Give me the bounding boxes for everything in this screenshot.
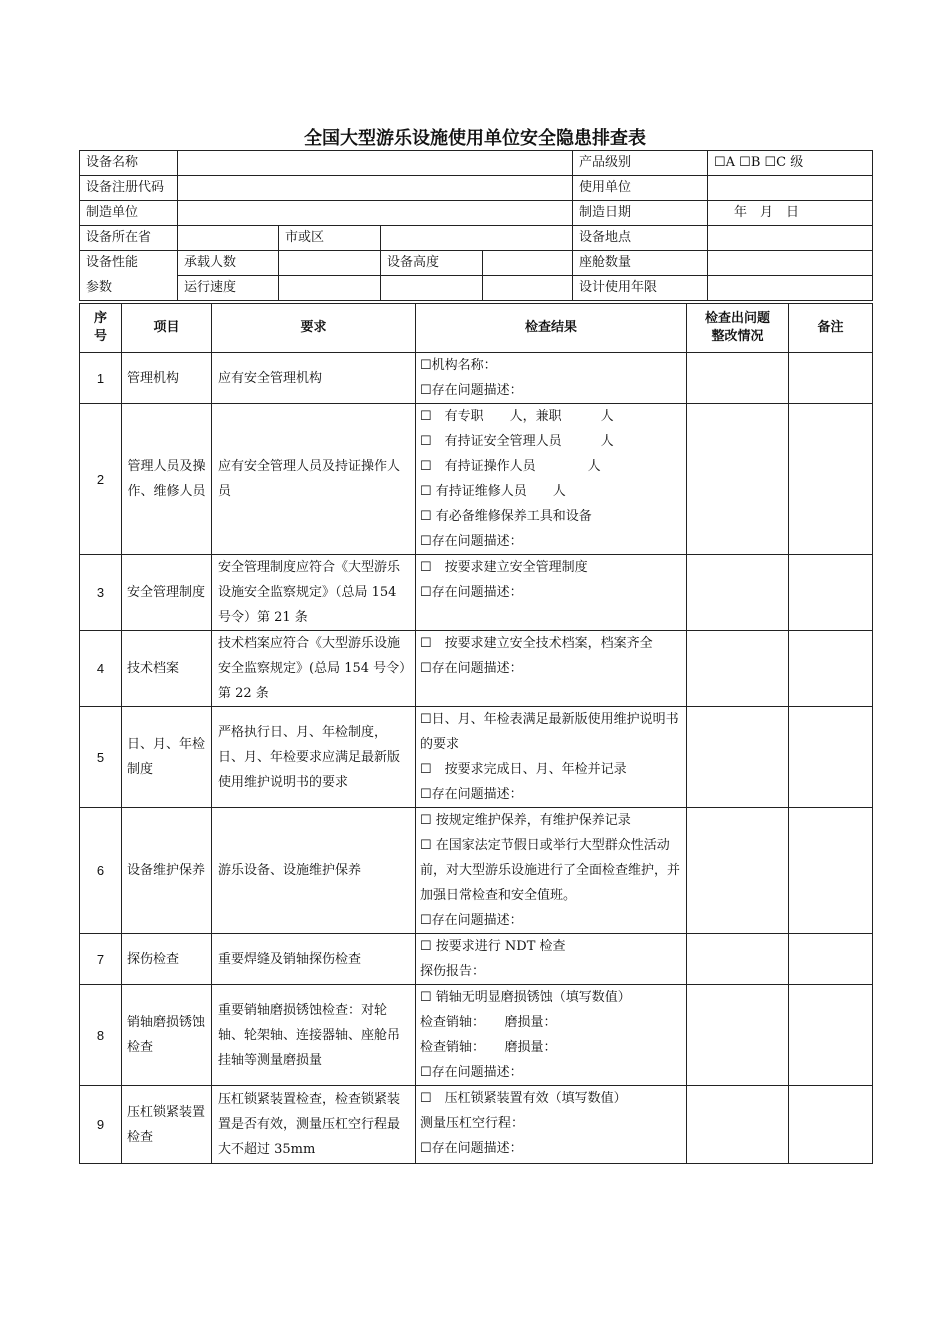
row-item: 探伤检查 [122,934,212,985]
header-item: 项目 [122,304,212,353]
row-note[interactable] [789,353,873,404]
label-seats: 座舱数量 [573,251,708,276]
label-performance: 设备性能 [80,251,178,276]
field-city[interactable] [381,226,573,251]
table-row [80,707,873,808]
row-no: 9 [80,1086,122,1164]
result-line[interactable]: ☐ 按要求建立安全管理制度 [420,560,588,575]
row-rectify[interactable] [687,707,789,808]
result-line[interactable]: ☐ 有必备维修保养工具和设备 [420,509,592,524]
label-design-life: 设计使用年限 [573,276,708,301]
row-result[interactable] [416,631,687,707]
row-no: 5 [80,707,122,808]
result-line[interactable]: ☐ 有持证维修人员 人 [420,484,566,499]
result-line[interactable]: ☐存在问题描述： [420,585,523,600]
row-note[interactable] [789,985,873,1086]
field-speed[interactable] [279,276,381,301]
row-rectify[interactable] [687,555,789,631]
row-item: 管理人员及操作、维修人员 [122,404,212,555]
row-note[interactable] [789,707,873,808]
table-row [80,555,873,631]
label-location: 设备地点 [573,226,708,251]
row-result[interactable] [416,985,687,1086]
row-no: 7 [80,934,122,985]
result-line[interactable]: ☐存在问题描述： [420,913,523,928]
label-height: 设备高度 [381,251,483,276]
row-requirement: 重要焊缝及销轴探伤检查 [212,934,416,985]
row-rectify[interactable] [687,631,789,707]
field-height-blank[interactable] [483,276,573,301]
field-device-name[interactable] [178,151,573,176]
label-manufacture-date: 制造日期 [573,201,708,226]
row-requirement: 应有安全管理机构 [212,353,416,404]
row-no: 2 [80,404,122,555]
row-item: 管理机构 [122,353,212,404]
page-title: 全国大型游乐设施使用单位安全隐患排查表 [304,128,646,149]
row-note[interactable] [789,631,873,707]
row-note[interactable] [789,808,873,934]
row-no: 4 [80,631,122,707]
row-rectify[interactable] [687,985,789,1086]
row-rectify[interactable] [687,353,789,404]
field-design-life[interactable] [708,276,873,301]
row-item: 技术档案 [122,631,212,707]
row-requirement: 重要销轴磨损锈蚀检查：对轮轴、轮架轴、连接器轴、座舱吊挂轴等测量磨损量 [212,985,416,1086]
field-capacity[interactable] [279,251,381,276]
result-line[interactable]: ☐机构名称： [420,358,497,373]
result-line[interactable]: ☐存在问题描述： [420,787,523,802]
table-row [80,404,873,555]
label-performance-2: 参数 [80,276,178,301]
field-location[interactable] [708,226,873,251]
result-line[interactable]: ☐ 按要求完成日、月、年检并记录 [420,762,627,777]
row-no: 6 [80,808,122,934]
result-line[interactable]: 检查销轴： 磨损量： [420,1040,557,1055]
row-item: 设备维护保养 [122,808,212,934]
row-note[interactable] [789,1086,873,1164]
field-speed-blank[interactable] [381,276,483,301]
row-no: 8 [80,985,122,1086]
table-row [80,631,873,707]
label-registration-code: 设备注册代码 [80,176,178,201]
result-line[interactable]: ☐ 按要求建立安全技术档案，档案齐全 [420,636,653,651]
header-rectify: 检查出问题 整改情况 [687,304,789,353]
table-row [80,1086,873,1164]
row-item: 日、月、年检制度 [122,707,212,808]
row-result[interactable] [416,808,687,934]
result-line[interactable]: ☐ 销轴无明显磨损锈蚀（填写数值） [420,990,631,1005]
row-requirement: 游乐设备、设施维护保养 [212,808,416,934]
row-note[interactable] [789,934,873,985]
label-city: 市或区 [279,226,381,251]
result-line[interactable]: ☐存在问题描述： [420,661,523,676]
row-rectify[interactable] [687,404,789,555]
field-user-unit[interactable] [708,176,873,201]
result-line[interactable]: 检查销轴： 磨损量： [420,1015,557,1030]
result-line[interactable]: ☐存在问题描述： [420,1065,523,1080]
result-line[interactable]: ☐存在问题描述： [420,383,523,398]
table-row [80,934,873,985]
row-requirement: 安全管理制度应符合《大型游乐设施安全监察规定》（总局 154 号令）第 21 条 [212,555,416,631]
row-requirement: 严格执行日、月、年检制度，日、月、年检要求应满足最新版使用维护说明书的要求 [212,707,416,808]
field-province[interactable] [178,226,279,251]
label-manufacturer: 制造单位 [80,201,178,226]
row-rectify[interactable] [687,934,789,985]
label-capacity: 承载人数 [178,251,279,276]
label-speed: 运行速度 [178,276,279,301]
table-row [80,985,873,1086]
field-manufacturer[interactable] [178,201,573,226]
row-note[interactable] [789,555,873,631]
inspection-rows [80,353,873,1164]
row-rectify[interactable] [687,1086,789,1164]
row-note[interactable] [789,404,873,555]
header-no: 序 号 [80,304,122,353]
row-item: 压杠锁紧装置检查 [122,1086,212,1164]
row-no: 3 [80,555,122,631]
label-product-level: 产品级别 [573,151,708,176]
row-result[interactable] [416,353,687,404]
row-item: 销轴磨损锈蚀检查 [122,985,212,1086]
result-line[interactable]: ☐ 压杠锁紧装置有效（填写数值） [420,1091,627,1106]
result-line[interactable]: ☐ 有持证安全管理人员 人 [420,434,614,449]
header-requirement: 要求 [212,304,416,353]
result-line[interactable]: ☐存在问题描述： [420,1141,523,1156]
field-registration-code[interactable] [178,176,573,201]
result-line[interactable]: ☐ 按要求进行 NDT 检查 [420,939,566,954]
result-line[interactable]: ☐日、月、年检表满足最新版使用维护说明书的要求 [420,712,679,752]
field-product-level[interactable]: ☐A ☐B ☐C 级 [708,151,873,176]
header-result: 检查结果 [416,304,687,353]
label-user-unit: 使用单位 [573,176,708,201]
row-requirement: 应有安全管理人员及持证操作人员 [212,404,416,555]
row-result[interactable] [416,555,687,631]
inspection-table [79,303,873,1164]
row-requirement: 技术档案应符合《大型游乐设施安全监察规定》(总局 154 号令）第 22 条 [212,631,416,707]
device-info-table [79,150,873,301]
row-result[interactable] [416,404,687,555]
label-province: 设备所在省 [80,226,178,251]
field-height[interactable] [483,251,573,276]
result-line[interactable]: 测量压杠空行程： [420,1116,525,1131]
result-line[interactable]: ☐ 按规定维护保养，有维护保养记录 [420,813,631,828]
row-rectify[interactable] [687,808,789,934]
result-line[interactable]: ☐ 在国家法定节假日或举行大型群众性活动前，对大型游乐设施进行了全面检查维护，并加强日常检查和安全值班。 [420,838,681,903]
table-row [80,353,873,404]
result-line[interactable]: ☐存在问题描述： [420,534,523,549]
row-item: 安全管理制度 [122,555,212,631]
result-line[interactable]: 探伤报告： [420,964,486,979]
result-line[interactable]: ☐ 有专职 人，兼职 人 [420,409,614,424]
row-result[interactable] [416,1086,687,1164]
label-device-name: 设备名称 [80,151,178,176]
row-requirement: 压杠锁紧装置检查，检查锁紧装置是否有效，测量压杠空行程最大不超过 35mm [212,1086,416,1164]
header-note: 备注 [789,304,873,353]
table-row [80,808,873,934]
field-seats[interactable] [708,251,873,276]
result-line[interactable]: ☐ 有持证操作人员 人 [420,459,601,474]
field-manufacture-date[interactable]: 年 月 日 [708,201,873,226]
row-result[interactable] [416,934,687,985]
row-result[interactable] [416,707,687,808]
row-no: 1 [80,353,122,404]
